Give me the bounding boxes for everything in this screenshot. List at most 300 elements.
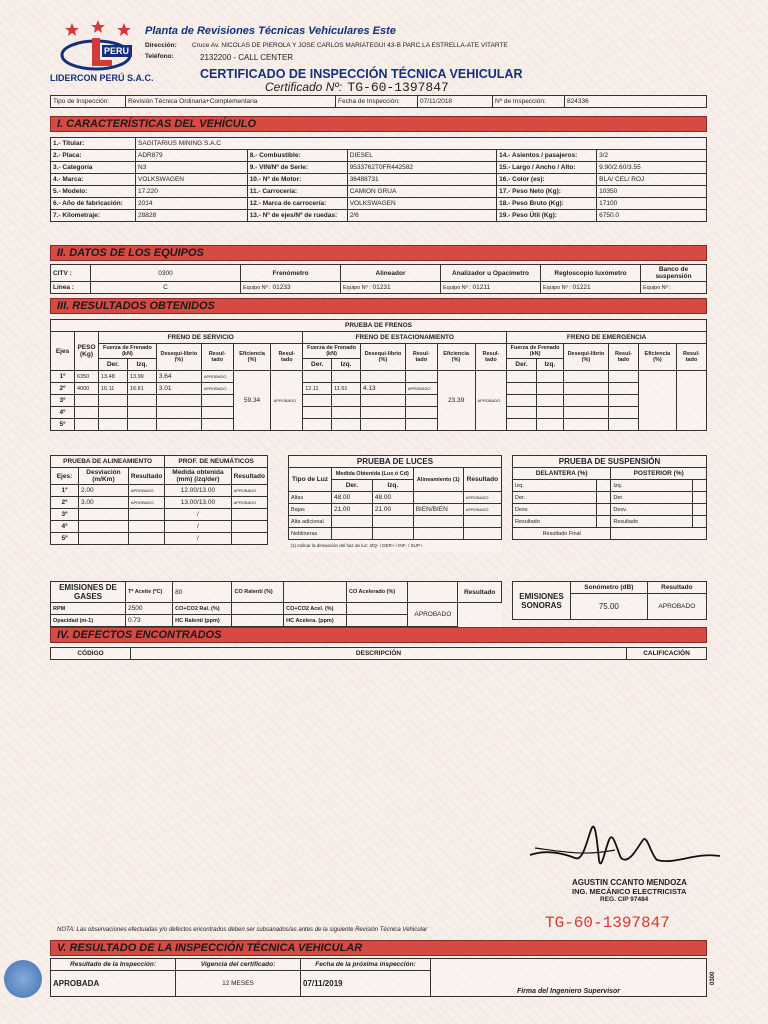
brake-row [51, 407, 707, 419]
axle-label: 3º [51, 395, 75, 407]
service-der: 16.11 [99, 383, 128, 395]
vehicle-row [51, 198, 707, 210]
result-v2: 12 MESES [176, 971, 301, 997]
susp-front-label: Der. [513, 492, 597, 504]
light-izq [372, 528, 413, 540]
vehicle-characteristics-table [50, 137, 707, 222]
light-alignment [413, 516, 463, 528]
light-result [463, 516, 501, 528]
vehicle-field-value: 36488731 [347, 174, 496, 186]
result-header: Resul-tado [201, 344, 233, 371]
service-izq [127, 407, 156, 419]
sound-label: Sonómetro (dB) [571, 582, 648, 594]
parking-result [405, 407, 437, 419]
tyre-depth: / [165, 533, 231, 545]
address-label: Dirección: [145, 42, 177, 49]
vehicle-field-value: N3 [136, 162, 248, 174]
light-result: APROBADO [463, 492, 501, 504]
vehicle-field-label: 8.- Combustible: [247, 150, 347, 162]
lights-row [289, 504, 502, 516]
service-der [99, 407, 128, 419]
der-header: Der. [99, 359, 128, 371]
parking-der: 12.11 [303, 383, 332, 395]
engineer-role: ING. MECÁNICO ELECTRICISTA [572, 887, 687, 896]
result-header: Resul-tado [271, 344, 303, 371]
equipment-table [50, 264, 707, 294]
equip-value-1: 01233 [272, 284, 291, 291]
der-header: Der. [303, 359, 332, 371]
gas-row [51, 603, 502, 615]
axle-weight [75, 407, 99, 419]
vehicle-row [51, 210, 707, 222]
gas-param-label: Tº Aceite (ºC) [126, 582, 173, 603]
gas-param-label: Opacidad (m-1) [51, 615, 126, 627]
service-der [99, 395, 128, 407]
efficiency-header: Eficiencia (%) [437, 344, 475, 371]
light-type: Alta adicional [289, 516, 332, 528]
service-result: APROBADO [201, 383, 233, 395]
align-dev-header: Desviación (m/Km) [79, 468, 129, 485]
gas-param-value: 2500 [126, 603, 173, 615]
vehicle-field-label: 4.- Marca: [51, 174, 136, 186]
inspection-type-value: Revisión Técnica Ordinaria+Complementaria [126, 96, 336, 108]
parking-izq [332, 419, 361, 431]
gas-param-value [346, 615, 407, 627]
emergency-brake-header: FRENO DE EMERGENCIA [507, 332, 707, 344]
parking-der [303, 395, 332, 407]
parking-result [405, 371, 437, 383]
vehicle-field-label: 11.- Carrocería: [247, 186, 347, 198]
tyre-result: APROBADO [231, 485, 267, 497]
supervisor-signature-label: Firma del Ingeniero Supervisor [516, 988, 621, 995]
imbalance-header: Desequi-librio (%) [156, 344, 201, 371]
susp-final-label: Resultado Final [513, 528, 611, 540]
vehicle-field-value: 17100 [597, 198, 707, 210]
vehicle-field-value: 2014 [136, 198, 248, 210]
logo-text: PERU [104, 46, 130, 56]
sound-emissions-table [512, 581, 707, 620]
inspection-number-label: Nº de Inspección: [493, 96, 565, 108]
alignment-table [50, 455, 268, 545]
brakes-table [50, 319, 707, 431]
address: Cruce Av. NICOLAS DE PIEROLA Y JOSE CARLOS MARIATEGUI 43-B PARC.LA ESTRELLA-ATE VITARTE [192, 42, 508, 49]
defects-col-code: CÓDIGO [51, 648, 131, 660]
vehicle-field-label: 9.- VIN/Nº de Serie: [247, 162, 347, 174]
axle-label: 1º [51, 371, 75, 383]
imbalance-header: Desequi-librio (%) [563, 344, 608, 371]
parking-izq [332, 371, 361, 383]
supervisor-signature-cell [431, 959, 707, 997]
lights-izq-header: Izq. [372, 480, 413, 492]
service-efficiency-result: APROBADO [271, 371, 303, 431]
service-result: APROBADO [201, 371, 233, 383]
lights-note-row [289, 540, 502, 552]
gas-param-value [408, 582, 458, 603]
side-code: 0300 [710, 971, 716, 985]
emergency-cell [563, 383, 608, 395]
efficiency-header: Eficiencia (%) [233, 344, 271, 371]
susp-front-value [597, 492, 611, 504]
axle-label: 2º [51, 383, 75, 395]
defects-table [50, 647, 707, 660]
citv-value: 0300 [91, 265, 241, 282]
susp-front-value [597, 516, 611, 528]
lights-align-header: Alineamiento (1) [413, 468, 463, 492]
emergency-cell [536, 419, 563, 431]
emergency-cell [536, 371, 563, 383]
service-der: 13.48 [99, 371, 128, 383]
parking-brake-header: FRENO DE ESTACIONAMIENTO [303, 332, 507, 344]
izq-header: Izq. [536, 359, 563, 371]
service-result [201, 395, 233, 407]
vehicle-field-label: 7.- Kilometraje: [51, 210, 136, 222]
gas-param-value [284, 582, 347, 603]
suspension-row [513, 480, 707, 492]
stamp-certificate-number: TG-60-1397847 [545, 914, 670, 932]
imbalance-header: Desequi-librio (%) [360, 344, 405, 371]
service-efficiency: 59.34 [233, 371, 271, 431]
tyre-depth: / [165, 509, 231, 521]
gas-param-value [232, 615, 284, 627]
align-ejes-header: Ejes: [51, 468, 79, 485]
inspection-date-value: 07/11/2018 [418, 96, 493, 108]
parking-efficiency: 23.39 [437, 371, 475, 431]
emergency-cell [536, 407, 563, 419]
result-v1: APROBADA [51, 971, 176, 997]
titular-value: SAGITARIUS MINING S.A.C [136, 138, 707, 150]
axle-label: 4º [51, 407, 75, 419]
vehicle-field-value: ADR879 [136, 150, 248, 162]
susp-front-value [597, 504, 611, 516]
emergency-cell [507, 407, 537, 419]
alignment-result: APROBADO [128, 485, 164, 497]
light-type: Neblineras [289, 528, 332, 540]
axle-label: 5º [51, 419, 75, 431]
emergency-efficiency [638, 371, 676, 431]
emergency-cell [608, 383, 638, 395]
result-h2: Vigencia del certificado: [176, 959, 301, 971]
engineer-reg: REG. CIP 97484 [600, 896, 649, 903]
axle-label: 5º [51, 533, 79, 545]
tyre-med-header: Medida obtenida (mm) (izq/der) [165, 468, 231, 485]
susp-rear-value [693, 480, 707, 492]
result-header: Resul-tado [475, 344, 507, 371]
parking-result: APROBADO [405, 383, 437, 395]
axle-label: 4º [51, 521, 79, 533]
plant-name: Planta de Revisiones Técnicas Vehiculares Este [145, 25, 396, 37]
susp-rear-label: Resultado [611, 516, 693, 528]
equip-header-5: Banco de suspensión [641, 265, 707, 282]
equip-value-2: 01231 [372, 284, 391, 291]
result-h1: Resultado de la Inspección: [51, 959, 176, 971]
logo-emblem-icon [58, 20, 140, 72]
service-der [99, 419, 128, 431]
alignment-row [51, 497, 268, 509]
emergency-cell [507, 371, 537, 383]
brake-row [51, 383, 707, 395]
lights-row [289, 528, 502, 540]
der-header: Der. [507, 359, 537, 371]
vehicle-field-label: 6.- Año de fabricación: [51, 198, 136, 210]
gas-param-label: HC Ralentí (ppm) [173, 615, 232, 627]
gas-title: EMISIONES DE GASES [51, 582, 126, 603]
vehicle-field-label: 10.- Nº de Motor: [247, 174, 347, 186]
suspension-title: PRUEBA DE SUSPENSIÓN [513, 456, 707, 468]
suspension-row [513, 492, 707, 504]
parking-efficiency-result: APROBADO [475, 371, 507, 431]
vehicle-field-value: VOLKSWAGEN [347, 198, 496, 210]
emergency-cell [563, 395, 608, 407]
light-der [331, 516, 372, 528]
result-header: Resul-tado [676, 344, 706, 371]
axle-weight: 6350 [75, 371, 99, 383]
inspection-info-table [50, 95, 707, 108]
susp-rear-value [693, 492, 707, 504]
lights-row [289, 516, 502, 528]
axle-label: 3º [51, 509, 79, 521]
axle-label: 1º [51, 485, 79, 497]
vehicle-field-label: 17.- Peso Neto (Kg): [497, 186, 597, 198]
vehicle-field-label: 13.- Nº de ejes/Nº de ruedas: [247, 210, 347, 222]
certificate-label: Certificado Nº: [265, 80, 343, 94]
gas-result-label: Resultado [458, 582, 502, 603]
gas-result: APROBADO [408, 603, 458, 627]
emergency-cell [563, 419, 608, 431]
tyre-result [231, 521, 267, 533]
emergency-cell [608, 395, 638, 407]
light-alignment [413, 528, 463, 540]
alignment-result [128, 533, 164, 545]
gas-param-value: 80 [173, 582, 232, 603]
service-izq [127, 395, 156, 407]
force-header: Fuerza de Frenado (kN) [507, 344, 564, 359]
brake-row [51, 395, 707, 407]
vehicle-field-value: 3/2 [597, 150, 707, 162]
brake-row [51, 419, 707, 431]
equip-label: Equipo Nº : [443, 285, 471, 291]
emergency-cell [507, 383, 537, 395]
suspension-row [513, 504, 707, 516]
sound-result: APROBADO [647, 594, 706, 620]
susp-front-label: Izq. [513, 480, 597, 492]
equip-label: Equipo Nº : [543, 285, 571, 291]
certificate-number-line [265, 80, 449, 95]
vehicle-field-value: 9.90/2.60/3.55 [597, 162, 707, 174]
light-result [463, 528, 501, 540]
lights-note: (1) Indicar la desviación del haz de luz: IZQ- / DER+ / INF- / SUP+ [290, 543, 423, 549]
susp-front-value [597, 480, 611, 492]
alignment-row [51, 521, 268, 533]
vehicle-field-value: CAMION GRUA [347, 186, 496, 198]
vehicle-field-value: 28828 [136, 210, 248, 222]
section-1-title: I. CARACTERÍSTICAS DEL VEHÍCULO [50, 116, 707, 132]
vehicle-field-label: 15.- Largo / Ancho / Alto: [497, 162, 597, 174]
equip-header-3: Analizador u Opacímetro [441, 265, 541, 282]
tyre-result [231, 509, 267, 521]
sound-res-label: Resultado [647, 582, 706, 594]
engineer-name: AGUSTIN CCANTO MENDOZA [572, 878, 687, 887]
defects-col-grade: CALIFICACIÓN [627, 648, 707, 660]
susp-front-label: Desv. [513, 504, 597, 516]
vehicle-field-label: 3.- Categoría [51, 162, 136, 174]
section-5-title: V. RESULTADO DE LA INSPECCIÓN TÉCNICA VEHICULAR [50, 940, 707, 956]
gas-param-label: CO Acelerado (%) [346, 582, 407, 603]
alignment-row [51, 485, 268, 497]
service-imbalance [156, 395, 201, 407]
titular-label: 1.- Titular: [51, 138, 136, 150]
brake-row [51, 371, 707, 383]
company-logo [58, 20, 140, 72]
izq-header: Izq. [332, 359, 361, 371]
light-type: Altas [289, 492, 332, 504]
section-3-title: III. RESULTADOS OBTENIDOS [50, 298, 707, 314]
service-result [201, 407, 233, 419]
equip-header-1: Frenómetro [241, 265, 341, 282]
vehicle-field-label: 16.- Color (es): [497, 174, 597, 186]
axle-weight [75, 395, 99, 407]
emergency-cell [608, 419, 638, 431]
defects-col-desc: DESCRIPCIÓN [131, 648, 627, 660]
equip-header-2: Alineador [341, 265, 441, 282]
susp-rear-header: POSTERIOR (%) [611, 468, 707, 480]
alignment-deviation: 2.00 [79, 485, 129, 497]
equip-cell-4 [541, 282, 641, 294]
light-type: Bajas [289, 504, 332, 516]
vehicle-field-value: 6750.0 [597, 210, 707, 222]
suspension-table [512, 455, 707, 540]
service-izq: 16.61 [127, 383, 156, 395]
linea-label: Línea : [51, 282, 91, 294]
emergency-cell [536, 395, 563, 407]
force-header: Fuerza de Frenado (kN) [99, 344, 157, 359]
citv-label: CITV : [51, 265, 91, 282]
alignment-result [128, 521, 164, 533]
alignment-deviation [79, 521, 129, 533]
gas-param-value: 0.73 [126, 615, 173, 627]
light-izq: 48.00 [372, 492, 413, 504]
vehicle-field-label: 14.- Asientos / pasajeros: [497, 150, 597, 162]
tyre-depth: 13.00/13.00 [165, 497, 231, 509]
equip-label: Equipo Nº : [343, 285, 371, 291]
brakes-title: PRUEBA DE FRENOS [51, 320, 707, 332]
parking-result [405, 419, 437, 431]
force-header: Fuerza de Frenado (kN) [303, 344, 361, 359]
emergency-cell [608, 371, 638, 383]
gas-param-label: CO Ralentí (%) [232, 582, 284, 603]
susp-rear-value [693, 516, 707, 528]
service-imbalance [156, 419, 201, 431]
alignment-row [51, 533, 268, 545]
light-izq: 21.00 [372, 504, 413, 516]
gas-emissions-table [50, 581, 502, 627]
vehicle-row [51, 150, 707, 162]
equip-value-3: 01211 [472, 284, 491, 291]
service-imbalance: 3.64 [156, 371, 201, 383]
inspection-type-label: Tipo de Inspección: [51, 96, 126, 108]
axle-weight [75, 419, 99, 431]
result-h3: Fecha de la próxima inspección: [301, 959, 431, 971]
alignment-deviation [79, 533, 129, 545]
company-name: LIDERCON PERÚ S.A.C. [50, 73, 154, 83]
tyre-depth: / [165, 521, 231, 533]
equip-cell-2 [341, 282, 441, 294]
blue-seal [4, 960, 42, 998]
suspension-row [513, 516, 707, 528]
lights-title: PRUEBA DE LUCES [289, 456, 502, 468]
service-imbalance [156, 407, 201, 419]
linea-value: C [91, 282, 241, 294]
vehicle-field-value: VOLKSWAGEN [136, 174, 248, 186]
parking-result [405, 395, 437, 407]
lights-type-header: Tipo de Luz [289, 468, 332, 492]
gas-param-label: RPM [51, 603, 126, 615]
sound-title: EMISIONES SONORAS [513, 582, 571, 620]
parking-der [303, 419, 332, 431]
document-title: CERTIFICADO DE INSPECCIÓN TÉCNICA VEHICULAR [200, 67, 523, 81]
service-result [201, 419, 233, 431]
lights-med-header: Medida Obtenida (Lux ó Cd) [331, 468, 413, 480]
emergency-cell [507, 395, 537, 407]
gas-param-label: HC Acelera. (ppm) [284, 615, 347, 627]
emergency-efficiency-result [676, 371, 706, 431]
vehicle-field-label: 12.- Marca de carrocería: [247, 198, 347, 210]
phone-label: Teléfono: [145, 53, 174, 60]
equip-label: Equipo Nº : [643, 285, 671, 291]
parking-imbalance [360, 371, 405, 383]
alignment-deviation: 3.00 [79, 497, 129, 509]
vehicle-field-label: 2.- Placa: [51, 150, 136, 162]
service-brake-header: FRENO DE SERVICIO [99, 332, 303, 344]
equip-header-4: Regloscopio luxómetro [541, 265, 641, 282]
lights-row [289, 492, 502, 504]
vehicle-field-value: 2/6 [347, 210, 496, 222]
alignment-deviation [79, 509, 129, 521]
efficiency-header: Eficiencia (%) [638, 344, 676, 371]
service-imbalance: 3.01 [156, 383, 201, 395]
gas-param-label: CO+CO2 Acel. (%) [284, 603, 347, 615]
gas-param-value [346, 603, 407, 615]
light-alignment [413, 492, 463, 504]
alignment-row [51, 509, 268, 521]
inspection-number-value: 824336 [565, 96, 707, 108]
axle-label: 2º [51, 497, 79, 509]
equip-cell-5 [641, 282, 707, 294]
result-v3: 07/11/2019 [301, 971, 431, 997]
lights-res-header: Resultado [463, 468, 501, 492]
section-2-title: II. DATOS DE LOS EQUIPOS [50, 245, 707, 261]
engineer-stamp [540, 878, 687, 903]
susp-front-label: Resultado [513, 516, 597, 528]
susp-final-value [611, 528, 707, 540]
parking-imbalance: 4.13 [360, 383, 405, 395]
emergency-cell [536, 383, 563, 395]
section-4-title: IV. DEFECTOS ENCONTRADOS [50, 627, 707, 643]
parking-der [303, 371, 332, 383]
alignment-result: APROBADO [128, 497, 164, 509]
sound-value: 75.00 [571, 594, 648, 620]
gas-param-value [232, 603, 284, 615]
ejes-header: Ejes [51, 332, 75, 371]
tyre-title: PROF. DE NEUMÁTICOS [165, 456, 268, 468]
light-result: APROBADO [463, 504, 501, 516]
equip-value-4: 01221 [572, 284, 591, 291]
service-izq [127, 419, 156, 431]
equip-cell-1 [241, 282, 341, 294]
vehicle-field-label: 18.- Peso Bruto (Kg): [497, 198, 597, 210]
parking-izq: 11.61 [332, 383, 361, 395]
tyre-res-header: Resultado [231, 468, 267, 485]
phone: 2132200 - CALL CENTER [200, 53, 294, 62]
